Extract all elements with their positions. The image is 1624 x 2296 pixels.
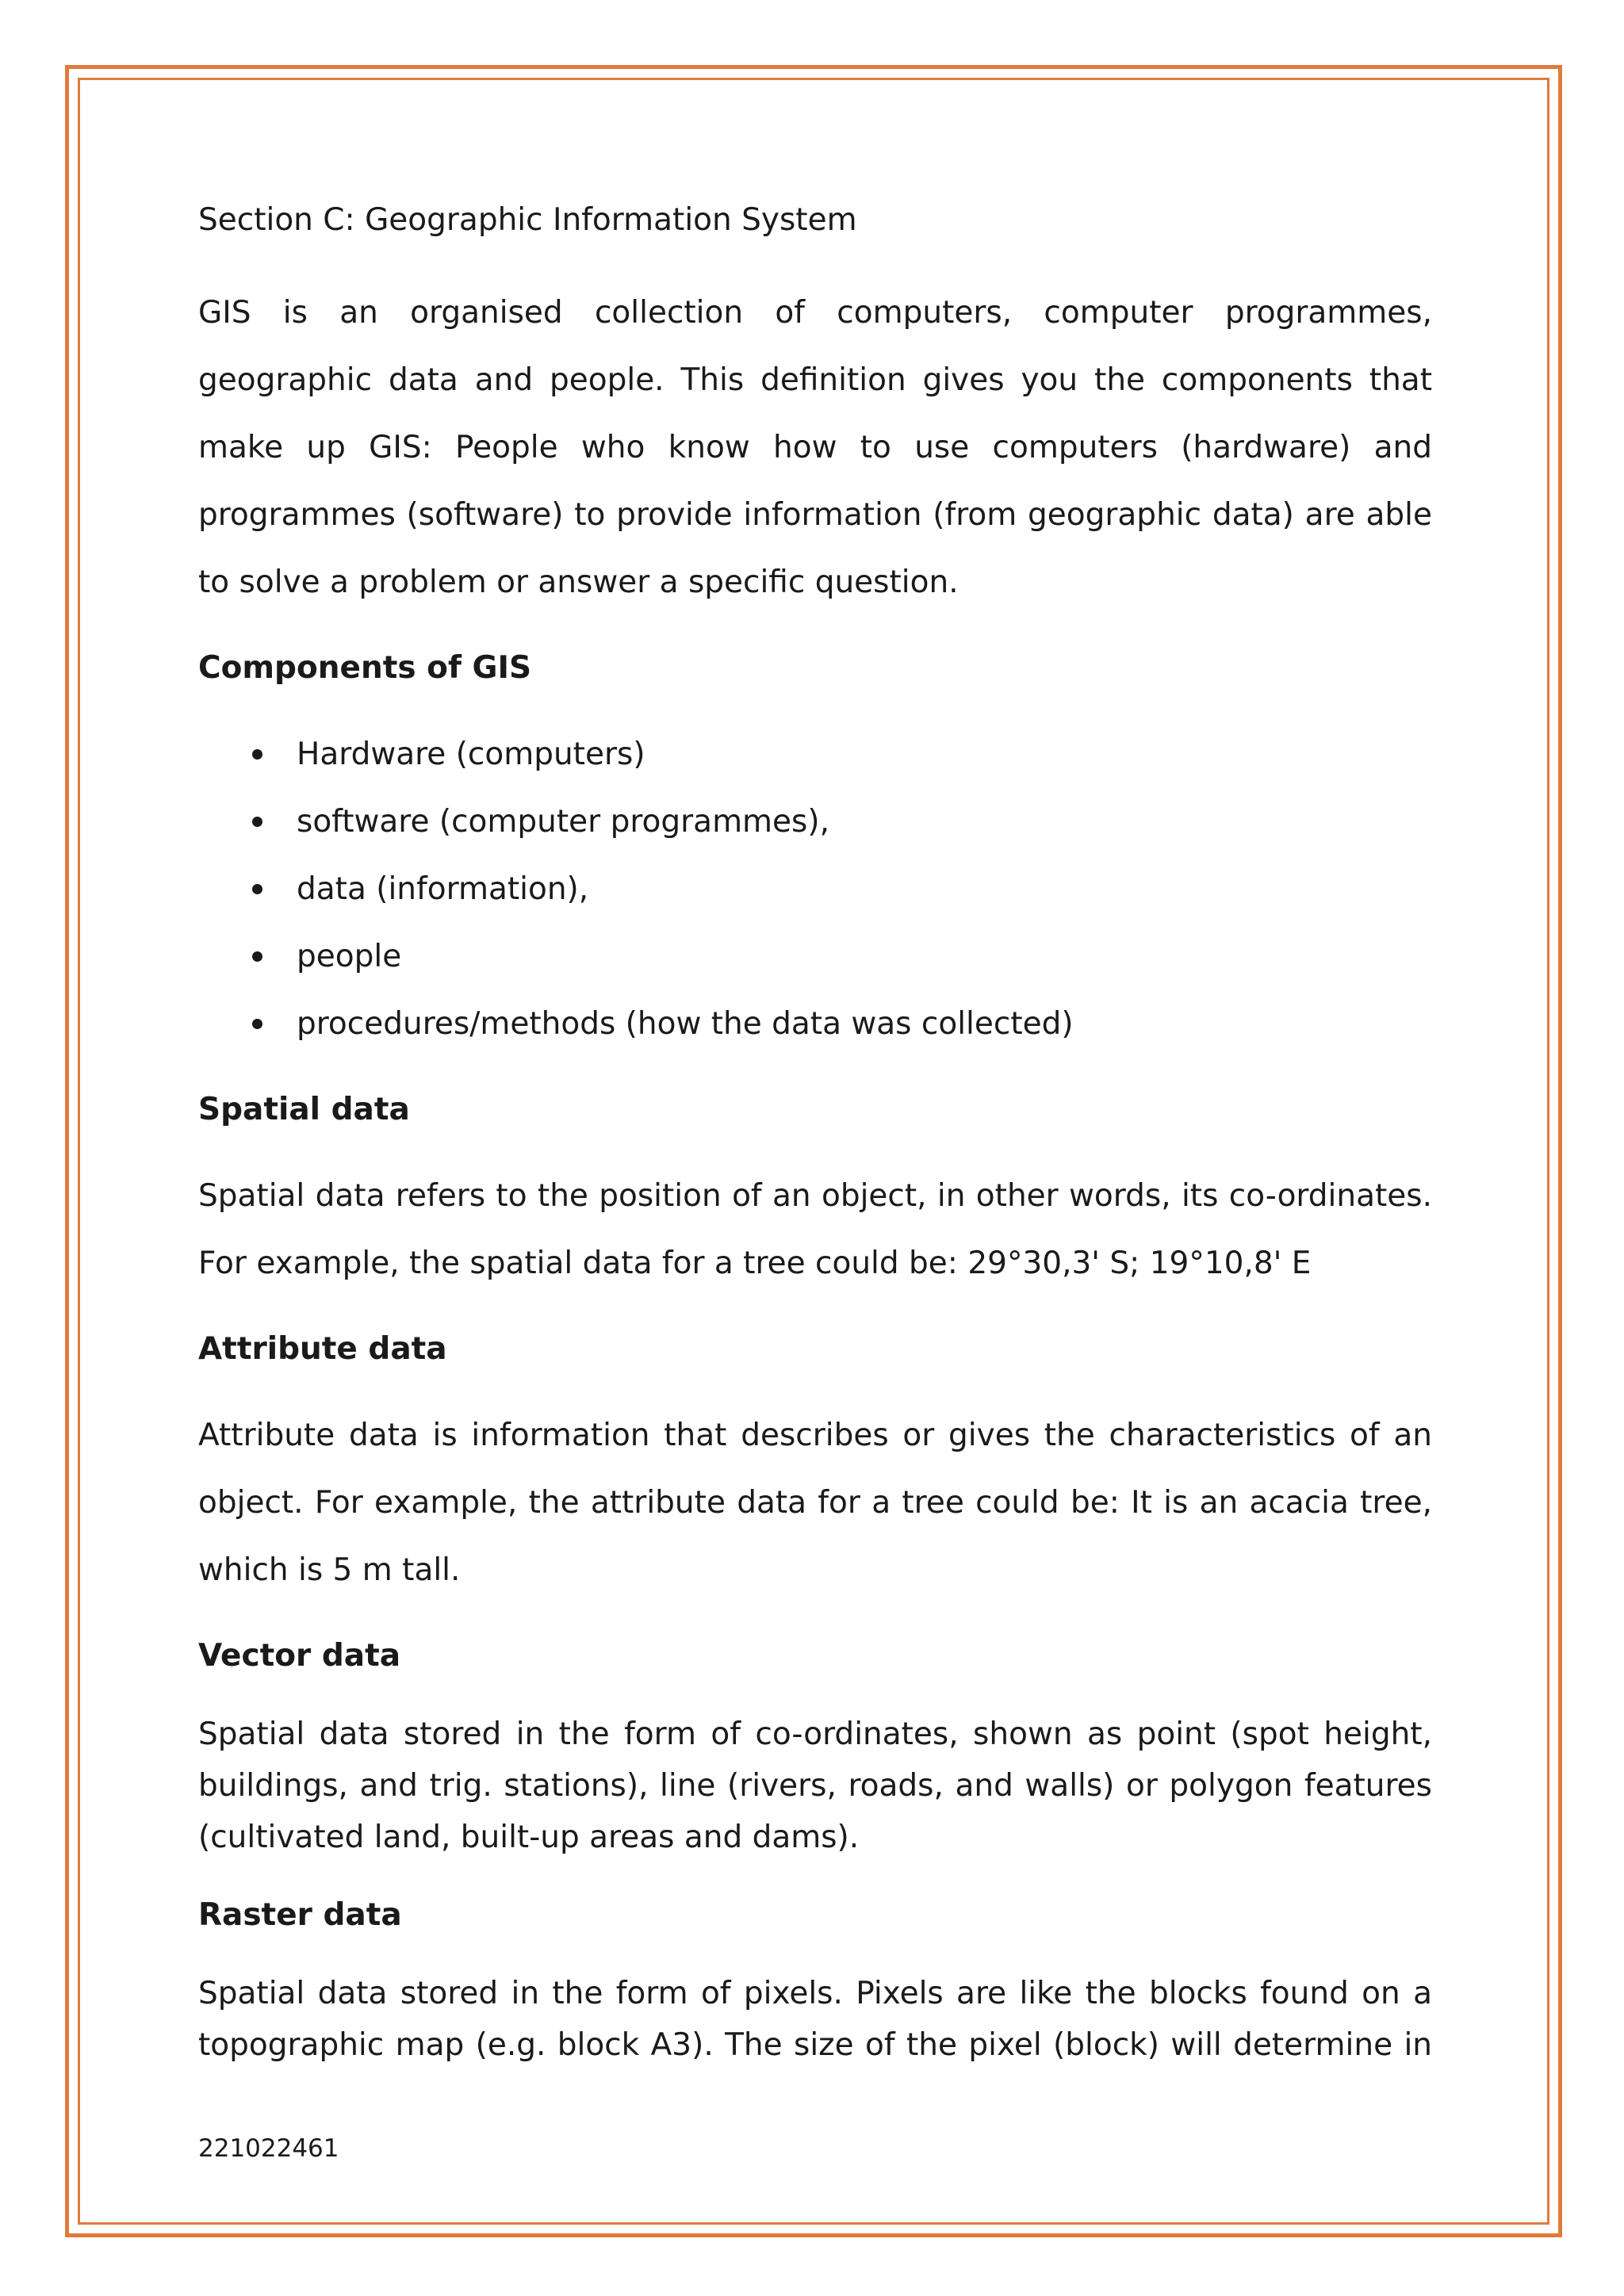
raster-data-paragraph: Spatial data stored in the form of pixels. Pixels are like the blocks found on a topographic map (e.g. block A3). The size of the pixel (block) will determine in [198, 1976, 1432, 2063]
bullet-icon [252, 1019, 262, 1029]
raster-data-heading: Raster data [198, 1897, 402, 1933]
document-code: 221022461 [198, 2134, 339, 2163]
list-item-text: people [297, 939, 402, 974]
section-title: Section C: Geographic Information System [198, 202, 857, 238]
components-heading: Components of GIS [198, 650, 532, 686]
list-item [198, 923, 1432, 990]
attribute-data-paragraph: Attribute data is information that describes or gives the characteristics of an object. For example, the attribute data for a tree could be: It is an acacia tree, which is 5 m tall. [198, 1418, 1432, 1588]
bullet-icon [252, 749, 262, 760]
list-item [198, 788, 1432, 855]
list-item-text: Hardware (computers) [297, 737, 645, 772]
bullet-icon [252, 817, 262, 827]
list-item-text: software (computer programmes), [297, 804, 829, 840]
attribute-data-heading: Attribute data [198, 1331, 447, 1367]
components-list [198, 721, 1432, 1058]
list-item-text: procedures/methods (how the data was collected) [297, 1006, 1074, 1042]
spatial-data-heading: Spatial data [198, 1092, 410, 1127]
vector-data-heading: Vector data [198, 1638, 401, 1674]
list-item-text: data (information), [297, 871, 589, 907]
list-item [198, 855, 1432, 923]
list-item [198, 721, 1432, 788]
intro-paragraph: GIS is an organised collection of computers, computer programmes, geographic data and people. This definition gives you the components that make up GIS: People who know how to use computers (hardware) and programmes (software) to provide information (from geographic data) are able to solve a problem or answer a specific question. [198, 295, 1432, 600]
list-item [198, 990, 1432, 1058]
bullet-icon [252, 884, 262, 894]
bullet-icon [252, 951, 262, 962]
page-content [198, 190, 1432, 2071]
vector-data-paragraph: Spatial data stored in the form of co-ordinates, shown as point (spot height, buildings, and trig. stations), line (rivers, roads, and walls) or polygon features (cultivated land, built-up areas and dams). [198, 1716, 1432, 1855]
spatial-data-paragraph: Spatial data refers to the position of an object, in other words, its co-ordinates. For example, the spatial data for a tree could be: 29°30,3' S; 19°10,8' E [198, 1178, 1432, 1281]
